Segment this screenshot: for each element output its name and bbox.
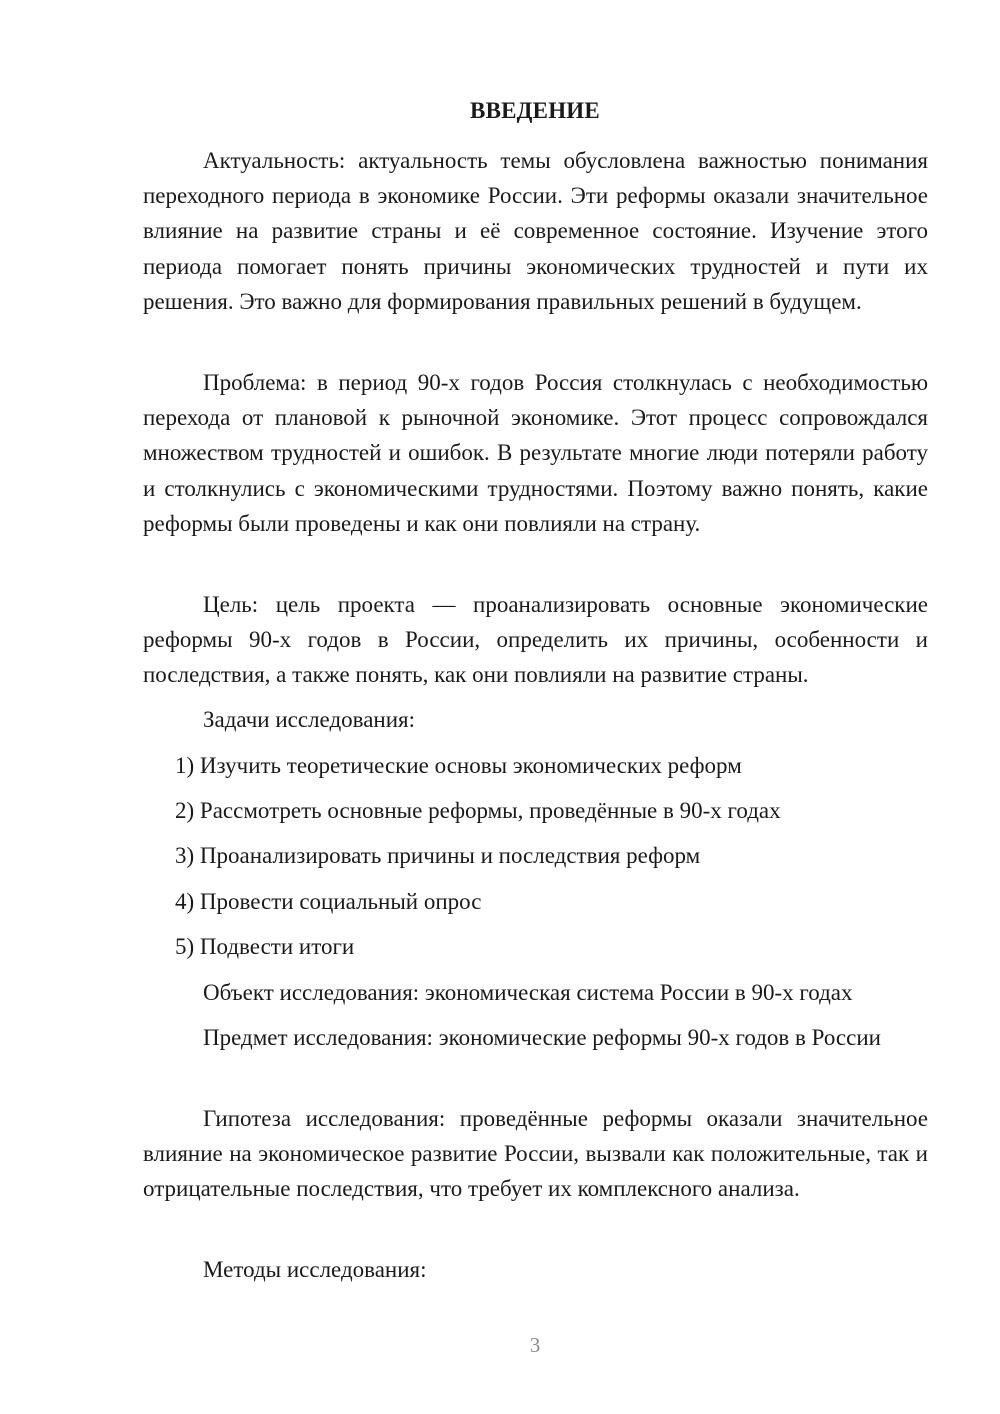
object-line: Объект исследования: экономическая система России в 90-х годах	[203, 980, 853, 1005]
task-item: 5) Подвести итоги	[175, 934, 355, 959]
hypothesis-paragraph: Гипотеза исследования: проведённые реформы оказали значительное влияние на экономическое развитие России, вызвали как положительные, так и отрицательные последствия, что требует их комплексного анализа.	[143, 1106, 928, 1202]
goal-paragraph: Цель: цель проекта — проанализировать основные экономические реформы 90-х годов в России, определить их причины, особенности и последствия, а также понять, как они повлияли на развитие страны.	[143, 592, 928, 688]
subject-paragraph: Предмет исследования: экономические реформы 90-х годов в России	[203, 1025, 881, 1050]
task-item: 4) Провести социальный опрос	[175, 889, 482, 914]
page-number: 3	[529, 1333, 541, 1357]
relevance-paragraph: Актуальность: актуальность темы обусловлена важностью понимания переходного периода в экономике России. Эти реформы оказали значительное влияние на развитие страны и её современное состояние. Изучение этого периода помогает понять причины экономических трудностей и пути их решения. Это важно для формирования правильных решений в будущем.	[143, 148, 928, 314]
section-title: ВВЕДЕНИЕ	[470, 98, 600, 123]
problem-paragraph: Проблема: в период 90-х годов Россия столкнулась с необходимостью перехода от плановой к рыночной экономике. Этот процесс сопровождался множеством трудностей и ошибок. В результате многие люди потеряли работу и столкнулись с экономическими трудностями. Поэтому важно понять, какие реформы были проведены и как они повлияли на страну.	[143, 370, 928, 536]
task-item: 2) Рассмотреть основные реформы, проведённые в 90-х годах	[175, 798, 781, 823]
methods-heading: Методы исследования:	[203, 1257, 427, 1282]
task-item: 1) Изучить теоретические основы экономических реформ	[175, 753, 742, 778]
tasks-heading: Задачи исследования:	[203, 707, 416, 732]
task-item: 3) Проанализировать причины и последствия реформ	[175, 843, 701, 868]
